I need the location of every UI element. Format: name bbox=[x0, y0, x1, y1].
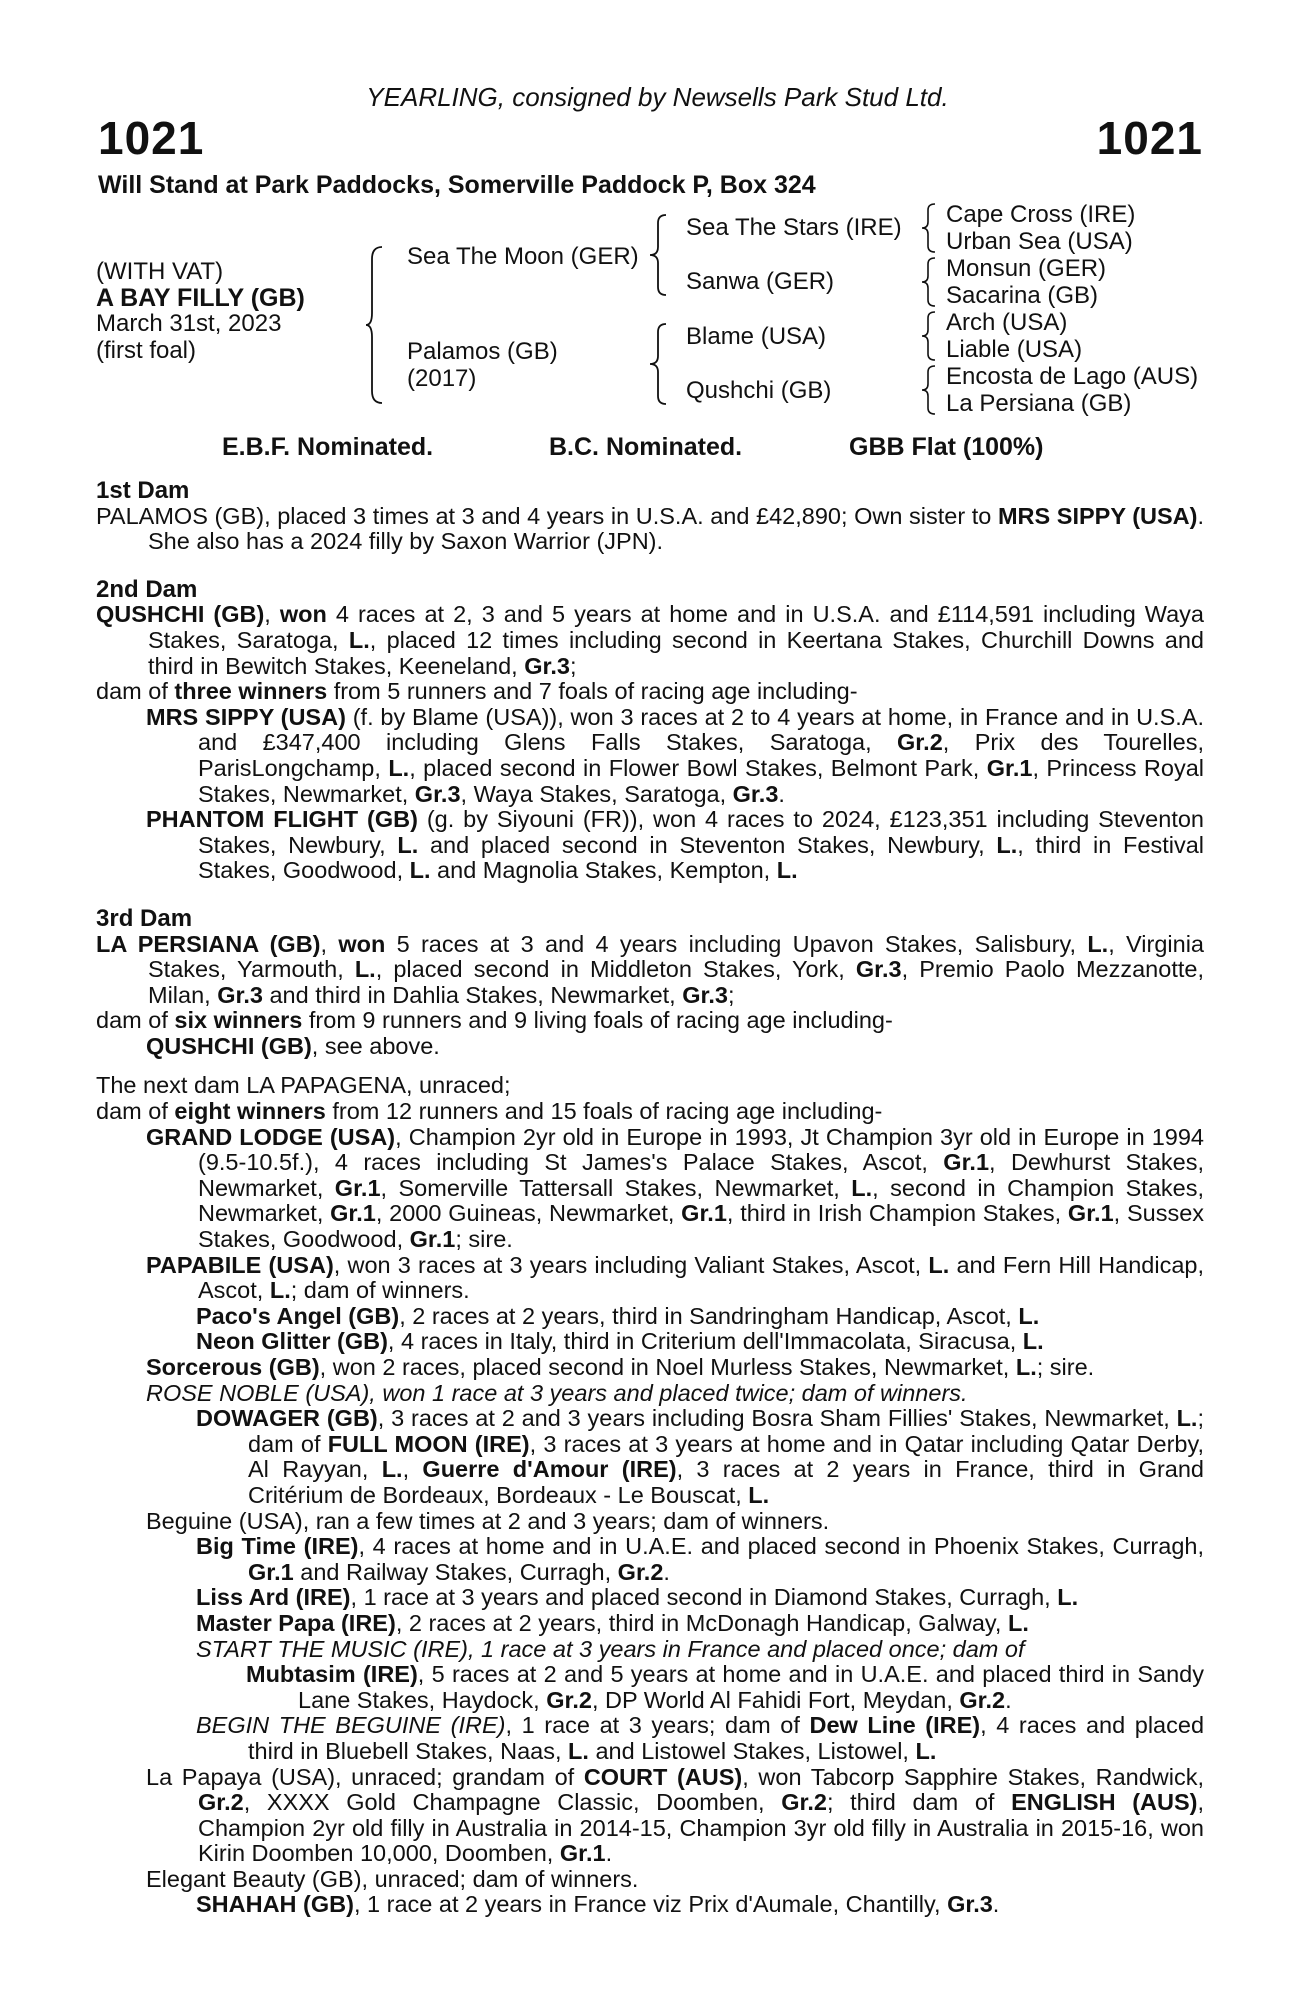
sire-name: Sea The Moon (GER) bbox=[407, 243, 639, 270]
mubtasim-entry: Mubtasim (IRE), 5 races at 2 and 5 years at home and in U.A.E. and placed third in Sandy Lane Stakes, Haydock, Gr.2, DP World Al Fahidi Fort, Meydan, Gr.2. bbox=[246, 1661, 1205, 1713]
dowager-entry: DOWAGER (GB), 3 races at 2 and 3 years including Bosra Sham Fillies' Stakes, Newmarket, L.; dam of FULL MOON (IRE), 3 races at 3 years at home and in Qatar including Qatar Derby, Al Rayyan, L., Guerre d'Amour (IRE), 3 races at 2 years in France, third in Grand Critérium de Bordeaux, Bordeaux - Le Bouscat, L. bbox=[196, 1405, 1205, 1508]
ebf-note: E.B.F. Nominated. bbox=[222, 433, 434, 461]
first-dam-heading: 1st Dam bbox=[96, 477, 190, 504]
dam-name: Palamos (GB) bbox=[407, 338, 558, 365]
grandsire-3: Arch (USA) bbox=[946, 309, 1068, 336]
la-papaya-entry: La Papaya (USA), unraced; grandam of COURT (AUS), won Tabcorp Sapphire Stakes, Randwick, Gr.2, XXXX Gold Champagne Classic, Doomben, Gr.2; third dam of ENGLISH (AUS), Champion 2yr old filly in Australia in 2014-15, Champion 3yr old filly in Australia in 2015-16, won Kirin Doomben 10,000, Doomben, Gr.1. bbox=[146, 1763, 1204, 1867]
rose-noble-entry: ROSE NOBLE (USA), won 1 race at 3 years and placed twice; dam of winners. bbox=[146, 1379, 968, 1406]
second-dam-paragraph: QUSHCHI (GB), won 4 races at 2, 3 and 5 years at home and in U.S.A. and £114,591 including Waya Stakes, Saratoga, L., placed 12 times including second in Keertana Stakes, Churchill Downs and third in Bewitch Stakes, Keeneland, Gr.3; bbox=[96, 601, 1204, 679]
vat-label: (WITH VAT) bbox=[96, 258, 224, 285]
dam-sire: Blame (USA) bbox=[686, 323, 827, 350]
sorcerous-entry: Sorcerous (GB), won 2 races, placed second in Noel Murless Stakes, Newmarket, L.; sire. bbox=[146, 1354, 1095, 1380]
elegant-beauty-entry: Elegant Beauty (GB), unraced; dam of winners. bbox=[146, 1865, 639, 1892]
granddam-4: La Persiana (GB) bbox=[946, 390, 1132, 417]
dam-year: (2017) bbox=[407, 365, 477, 392]
dam-dam: Qushchi (GB) bbox=[686, 377, 832, 404]
third-dam-paragraph: LA PERSIANA (GB), won 5 races at 3 and 4 years including Upavon Stakes, Salisbury, L., Virginia Stakes, Yarmouth, L., placed second in Middleton Stakes, York, Gr.3, Premio Paolo Mezzanotte, Milan, Gr.3 and third in Dahlia Stakes, Newmarket, Gr.3; bbox=[96, 930, 1204, 1008]
qushchi-entry: QUSHCHI (GB), see above. bbox=[146, 1032, 440, 1059]
phantom-flight-entry: PHANTOM FLIGHT (GB) (g. by Siyouni (FR)), won 4 races to 2024, £123,351 including Steventon Stakes, Newbury, L. and placed second in Steventon Stakes, Newbury, L., third in Festival Stakes, Goodwood, L. and Magnolia Stakes, Kempton, L. bbox=[146, 806, 1204, 884]
begin-the-beguine-entry: BEGIN THE BEGUINE (IRE), 1 race at 3 years; dam of Dew Line (IRE), 4 races and placed third in Bluebell Stakes, Naas, L. and Listowel Stakes, Listowel, L. bbox=[196, 1712, 1205, 1764]
consignment-line: YEARLING, consigned by Newsells Park Stud Ltd. bbox=[366, 82, 949, 112]
grandsire-4: Encosta de Lago (AUS) bbox=[946, 363, 1199, 390]
beguine-entry: Beguine (USA), ran a few times at 2 and 3 years; dam of winners. bbox=[146, 1507, 830, 1534]
granddam-2: Sacarina (GB) bbox=[946, 282, 1099, 309]
brace-g3 bbox=[920, 310, 938, 362]
lot-number-right: 1021 bbox=[1096, 112, 1203, 164]
brace-g1 bbox=[920, 202, 938, 254]
third-dam-heading: 3rd Dam bbox=[96, 904, 193, 932]
granddam-1: Urban Sea (USA) bbox=[946, 228, 1133, 255]
brace-main bbox=[364, 245, 386, 405]
shahah-entry: SHAHAH (GB), 1 race at 2 years in France viz Prix d'Aumale, Chantilly, Gr.3. bbox=[196, 1891, 1000, 1918]
lot-number-left: 1021 bbox=[98, 112, 205, 164]
foal-note: (first foal) bbox=[96, 337, 197, 364]
grand-lodge-entry: GRAND LODGE (USA), Champion 2yr old in Europe in 1993, Jt Champion 3yr old in Europe in 1994 (9.5-10.5f.), 4 races including St James's Palace Stakes, Ascot, Gr.1, Dewhurst Stakes, Newmarket, Gr.1, Somerville Tattersall Stakes, Newmarket, L., second in Champion Stakes, Newmarket, Gr.1, 2000 Guineas, Newmarket, Gr.1, third in Irish Champion Stakes, Gr.1, Sussex Stakes, Goodwood, Gr.1; sire. bbox=[146, 1123, 1205, 1253]
granddam-3: Liable (USA) bbox=[946, 336, 1083, 363]
gbb-note: GBB Flat (100%) bbox=[849, 433, 1044, 461]
subject-name: A BAY FILLY (GB) bbox=[96, 284, 305, 312]
brace-g2 bbox=[920, 256, 938, 308]
papabile-entry: PAPABILE (USA), won 3 races at 3 years including Valiant Stakes, Ascot, L. and Fern Hill Handicap, Ascot, L.; dam of winners. bbox=[146, 1251, 1204, 1304]
start-the-music-entry: START THE MUSIC (IRE), 1 race at 3 years in France and placed once; dam of bbox=[196, 1635, 1025, 1662]
catalogue-body bbox=[96, 478, 1204, 1918]
brace-g4 bbox=[920, 364, 938, 416]
next-dam-intro: The next dam LA PAPAGENA, unraced; bbox=[96, 1072, 511, 1099]
second-dam-produce-intro: dam of three winners from 5 runners and 7 foals of racing age including- bbox=[96, 678, 858, 705]
brace-sire bbox=[648, 213, 670, 297]
next-dam-produce-intro: dam of eight winners from 12 runners and 15 foals of racing age including- bbox=[96, 1098, 883, 1125]
liss-ard-entry: Liss Ard (IRE), 1 race at 3 years and placed second in Diamond Stakes, Curragh, L. bbox=[196, 1584, 1079, 1611]
brace-dam bbox=[648, 322, 670, 406]
mrs-sippy-entry: MRS SIPPY (USA) (f. by Blame (USA)), won 3 races at 2 to 4 years at home, in France and in U.S.A. and £347,400 including Glens Falls Stakes, Saratoga, Gr.2, Prix des Tourelles, ParisLongchamp, L., placed second in Flower Bowl Stakes, Belmont Park, Gr.1, Princess Royal Stakes, Newmarket, Gr.3, Waya Stakes, Saratoga, Gr.3. bbox=[146, 703, 1204, 807]
first-dam-paragraph: PALAMOS (GB), placed 3 times at 3 and 4 years in U.S.A. and £42,890; Own sister to MRS SIPPY (USA). She also has a 2024 filly by Saxon Warrior (JPN). bbox=[96, 502, 1204, 555]
pacos-angel-entry: Paco's Angel (GB), 2 races at 2 years, third in Sandringham Handicap, Ascot, L. bbox=[196, 1302, 1040, 1329]
grandsire-1: Cape Cross (IRE) bbox=[946, 201, 1136, 228]
third-dam-produce-intro: dam of six winners from 9 runners and 9 living foals of racing age including- bbox=[96, 1007, 893, 1034]
sire-dam: Sanwa (GER) bbox=[686, 268, 835, 295]
sire-sire: Sea The Stars (IRE) bbox=[686, 214, 902, 241]
neon-glitter-entry: Neon Glitter (GB), 4 races in Italy, third in Criterium dell'Immacolata, Siracusa, L. bbox=[196, 1328, 1044, 1355]
second-dam-heading: 2nd Dam bbox=[96, 575, 198, 603]
foaling-date: March 31st, 2023 bbox=[96, 310, 282, 337]
stand-location: Will Stand at Park Paddocks, Somerville Paddock P, Box 324 bbox=[98, 171, 816, 199]
bc-note: B.C. Nominated. bbox=[549, 433, 743, 461]
big-time-entry: Big Time (IRE), 4 races at home and in U.A.E. and placed second in Phoenix Stakes, Curragh, Gr.1 and Railway Stakes, Curragh, Gr.2. bbox=[196, 1533, 1204, 1585]
grandsire-2: Monsun (GER) bbox=[946, 255, 1107, 282]
master-papa-entry: Master Papa (IRE), 2 races at 2 years, third in McDonagh Handicap, Galway, L. bbox=[196, 1609, 1029, 1636]
